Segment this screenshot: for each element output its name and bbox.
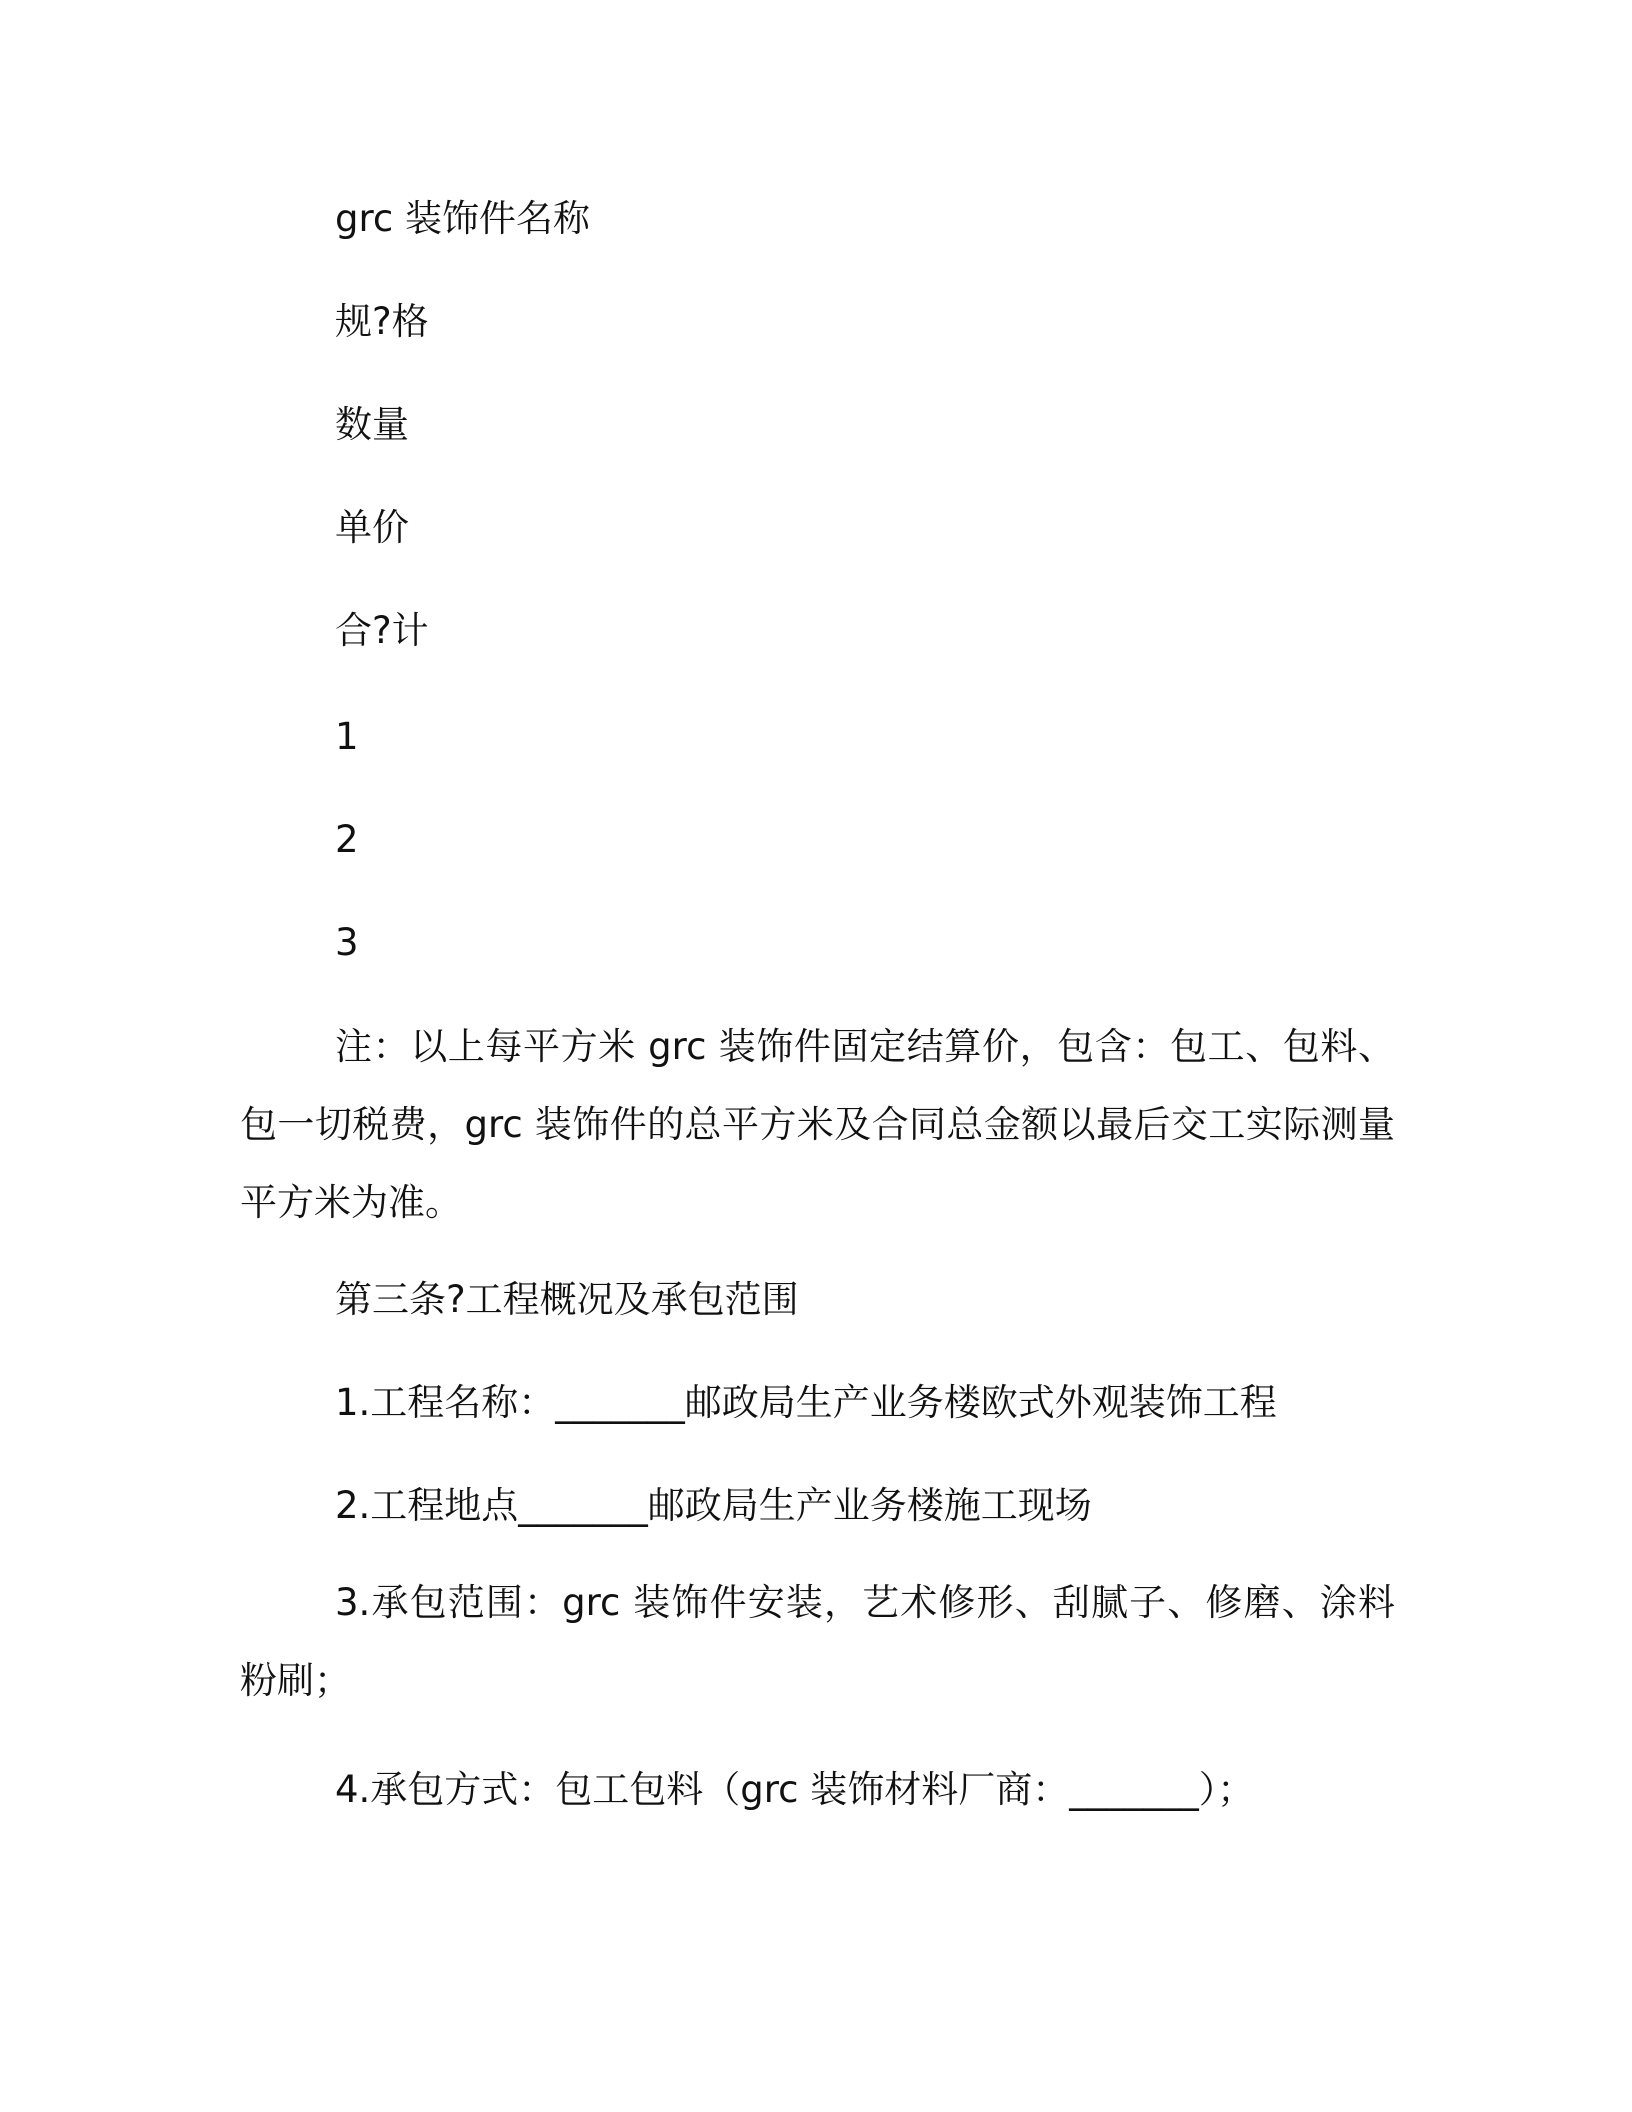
- table-header-total: 合?计: [335, 609, 429, 652]
- table-header-name: grc 装饰件名称: [335, 197, 590, 240]
- table-row-number-2: 2: [335, 818, 359, 861]
- project-name-item: 1.工程名称：_______邮政局生产业务楼欧式外观装饰工程: [335, 1381, 1277, 1424]
- table-header-quantity: 数量: [335, 403, 409, 446]
- table-header-unit-price: 单价: [335, 506, 409, 549]
- table-row-number-3: 3: [335, 921, 359, 964]
- table-row-number-1: 1: [335, 715, 359, 758]
- article-3-heading: 第三条?工程概况及承包范围: [335, 1278, 799, 1321]
- pricing-note: 注：以上每平方米 grc 装饰件固定结算价，包含：包工、包料、包一切税费，grc 装饰件的总平方米及合同总金额以最后交工实际测量平方米为准。: [240, 1025, 1395, 1224]
- contract-method-item: 4.承包方式：包工包料（grc 装饰材料厂商：_______）；: [335, 1768, 1255, 1811]
- contract-scope-item: 3.承包范围：grc 装饰件安装，艺术修形、刮腻子、修磨、涂料粉刷；: [240, 1581, 1395, 1702]
- project-location-item: 2.工程地点_______邮政局生产业务楼施工现场: [335, 1484, 1092, 1527]
- table-header-spec: 规?格: [335, 300, 429, 343]
